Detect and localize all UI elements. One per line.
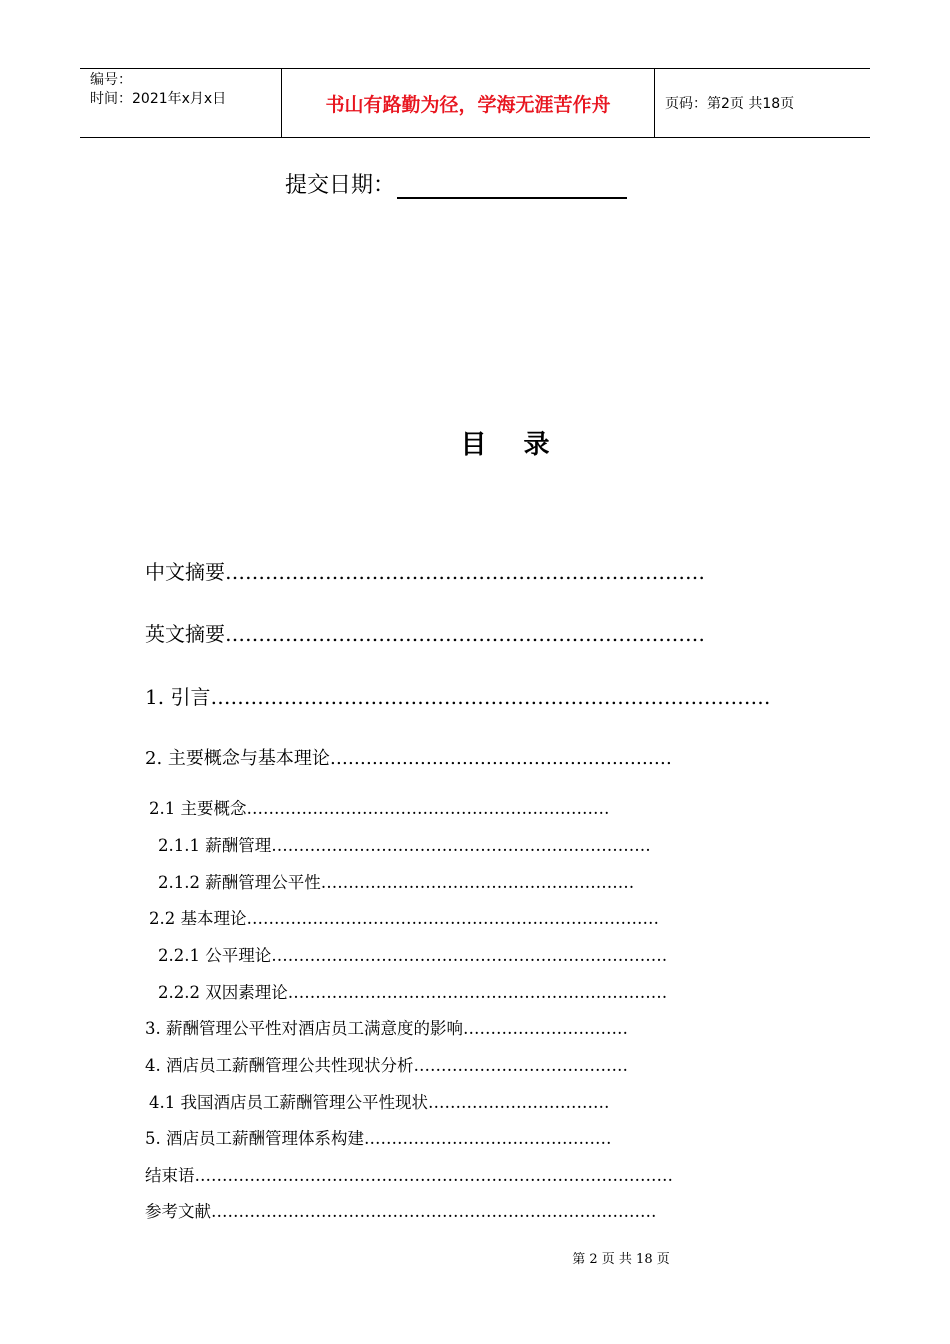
toc-entry-chinese-abstract[interactable]: 中文摘要……………………………………………………………… bbox=[145, 560, 705, 584]
header-page-info: 页码：第2页 共18页 bbox=[665, 96, 795, 112]
toc-entry-main-concepts[interactable]: 2.1 主要概念………………………………………………………… bbox=[149, 799, 610, 818]
number-label: 编号： bbox=[90, 72, 132, 88]
toc-entry-salary-fairness[interactable]: 2.1.2 薪酬管理公平性………………………………………………… bbox=[158, 873, 635, 892]
submit-date bbox=[285, 168, 627, 199]
toc-entry-basic-theory[interactable]: 2.2 基本理论………………………………………………………………… bbox=[149, 909, 659, 928]
toc-entry-status-analysis[interactable]: 4. 酒店员工薪酬管理公共性现状分析………………………………… bbox=[145, 1056, 628, 1075]
toc-title-char: 目 bbox=[460, 430, 487, 460]
toc-entry-conclusion[interactable]: 结束语…………………………………………………………………………… bbox=[145, 1166, 673, 1185]
toc-entry-system-construction[interactable]: 5. 酒店员工薪酬管理体系构建……………………………………… bbox=[145, 1129, 612, 1148]
toc-title-char: 录 bbox=[523, 430, 550, 460]
toc-entry-references[interactable]: 参考文献……………………………………………………………………… bbox=[145, 1202, 657, 1221]
toc-entry-equity-theory[interactable]: 2.2.1 公平理论……………………………………………………………… bbox=[158, 946, 668, 965]
header-left-cell bbox=[80, 69, 282, 137]
toc-entry-impact[interactable]: 3. 薪酬管理公平性对酒店员工满意度的影响………………………… bbox=[145, 1019, 628, 1038]
toc-entry-domestic-status[interactable]: 4.1 我国酒店员工薪酬管理公平性现状…………………………… bbox=[149, 1093, 610, 1112]
toc-entry-concepts-theory[interactable]: 2. 主要概念与基本理论………………………………………………… bbox=[145, 748, 672, 769]
submit-date-blank bbox=[397, 171, 627, 199]
toc-title bbox=[0, 424, 950, 461]
toc-entry-english-abstract[interactable]: 英文摘要……………………………………………………………… bbox=[145, 622, 705, 646]
time-label: 时间：2021年x月x日 bbox=[90, 91, 227, 107]
header-motto: 书山有路勤为径，学海无涯苦作舟 bbox=[282, 69, 655, 137]
page-footer: 第 2 页 共 18 页 bbox=[572, 1252, 670, 1267]
toc-entry-introduction[interactable]: 1. 引言………………………………………………………………………… bbox=[145, 685, 771, 709]
submit-date-label: 提交日期： bbox=[285, 173, 396, 198]
toc-entry-salary-management[interactable]: 2.1.1 薪酬管理…………………………………………………………… bbox=[158, 836, 651, 855]
page-header bbox=[80, 68, 870, 138]
toc-entry-two-factor-theory[interactable]: 2.2.2 双因素理论…………………………………………………………… bbox=[158, 983, 668, 1002]
